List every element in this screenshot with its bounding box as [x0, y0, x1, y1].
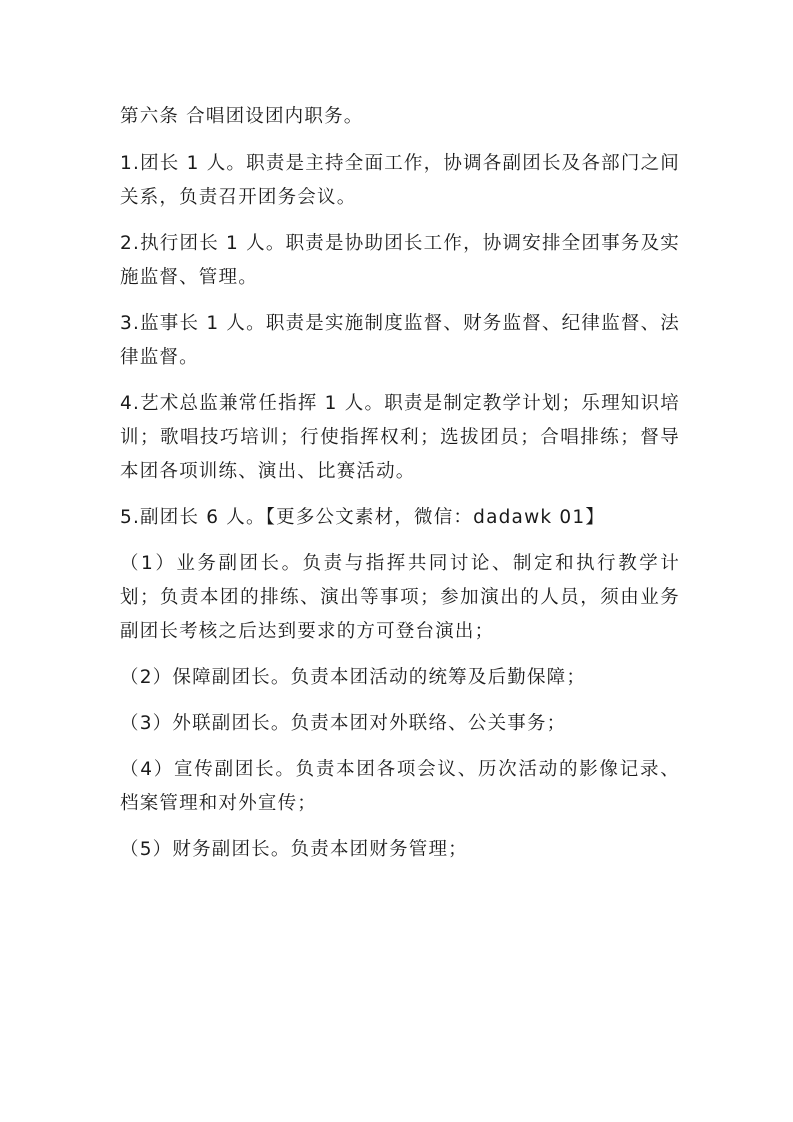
paragraph-art-director: 4.艺术总监兼常任指挥 1 人。职责是制定教学计划；乐理知识培训；歌唱技巧培训；行使指挥权利；选拔团员；合唱排练；督导本团各项训练、演出、比赛活动。 — [120, 393, 680, 482]
paragraph-team-leader: 1.团长 1 人。职责是主持全面工作，协调各副团长及各部门之间关系，负责召开团务会议。 — [120, 153, 680, 208]
paragraph-executive-leader: 2.执行团长 1 人。职责是协助团长工作，协调安排全团事务及实施监督、管理。 — [120, 233, 680, 288]
paragraph-deputy-leaders: 5.副团长 6 人。【更多公文素材，微信：dadawk 01】 — [120, 507, 606, 528]
paragraph-finance-deputy: （5）财务副团长。负责本团财务管理； — [120, 839, 468, 860]
paragraph-support-deputy: （2）保障副团长。负责本团活动的统筹及后勤保障； — [120, 667, 587, 688]
paragraph-business-deputy: （1）业务副团长。负责与指挥共同讨论、制定和执行教学计划；负责本团的排练、演出等事项；参加演出的人员，须由业务副团长考核之后达到要求的方可登台演出； — [120, 553, 680, 642]
paragraph-supervisor: 3.监事长 1 人。职责是实施制度监督、财务监督、纪律监督、法律监督。 — [120, 313, 680, 368]
paragraph-liaison-deputy: （3）外联副团长。负责本团对外联络、公关事务； — [120, 713, 567, 734]
paragraph-publicity-deputy: （4）宣传副团长。负责本团各项会议、历次活动的影像记录、档案管理和对外宣传； — [120, 759, 680, 814]
article-heading: 第六条 合唱团设团内职务。 — [120, 106, 364, 127]
document-body — [120, 100, 680, 867]
